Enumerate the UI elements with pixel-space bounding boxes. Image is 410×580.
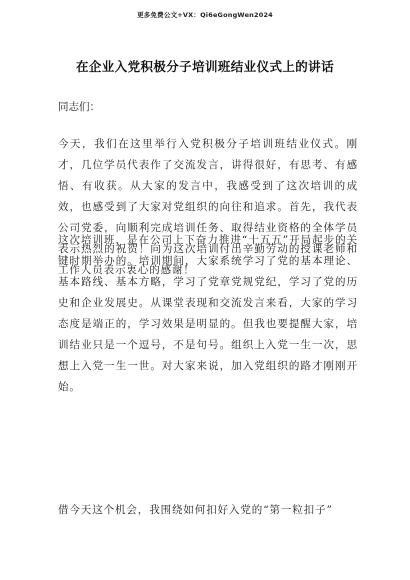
salutation: 同志们： — [58, 101, 100, 113]
document-title: 在企业入党积极分子培训班结业仪式上的讲话 — [75, 59, 334, 74]
paragraph-first-button: 借今天这个机会，我围绕如何扣好入党的“第一粒扣子” — [58, 504, 333, 516]
paragraph-opening: 今天，我们在这里举行入党积极分子培训班结业仪式。刚才，几位学员代表作了交流发言，讲得很好，有思考、有感悟、有收获。从大家的发言中，我感受到了这次培训的成效，也感受到了大家对党组织的向往和追求。首先，我代表公司党委，向顺利完成培训任务、取得结业资格的全体学员表示热烈的祝贺！向为这次培训付出辛勤劳动的授课老师和工作人员表示衷心的感谢！ — [58, 138, 358, 276]
header-note: 更多免费公文+VX：Qi6eGongWen2024 — [137, 11, 273, 19]
paragraph-training-review: 这次培训班，是在公司上下奋力推进“十五五”开局起步的关键时期举办的。培训期间，大家系统学习了党的基本理论、基本路线、基本方略，学习了党章党规党纪，学习了党的历史和企业发展史。从课堂表现和交流发言来看，大家的学习态度是端正的，学习效果是明显的。但我也要提醒大家，培训结业只是一个逗号，不是句号。组织上入党一生一次，思想上入党一生一世。对大家来说，加入党组织的路才刚刚开始。 — [58, 234, 358, 393]
